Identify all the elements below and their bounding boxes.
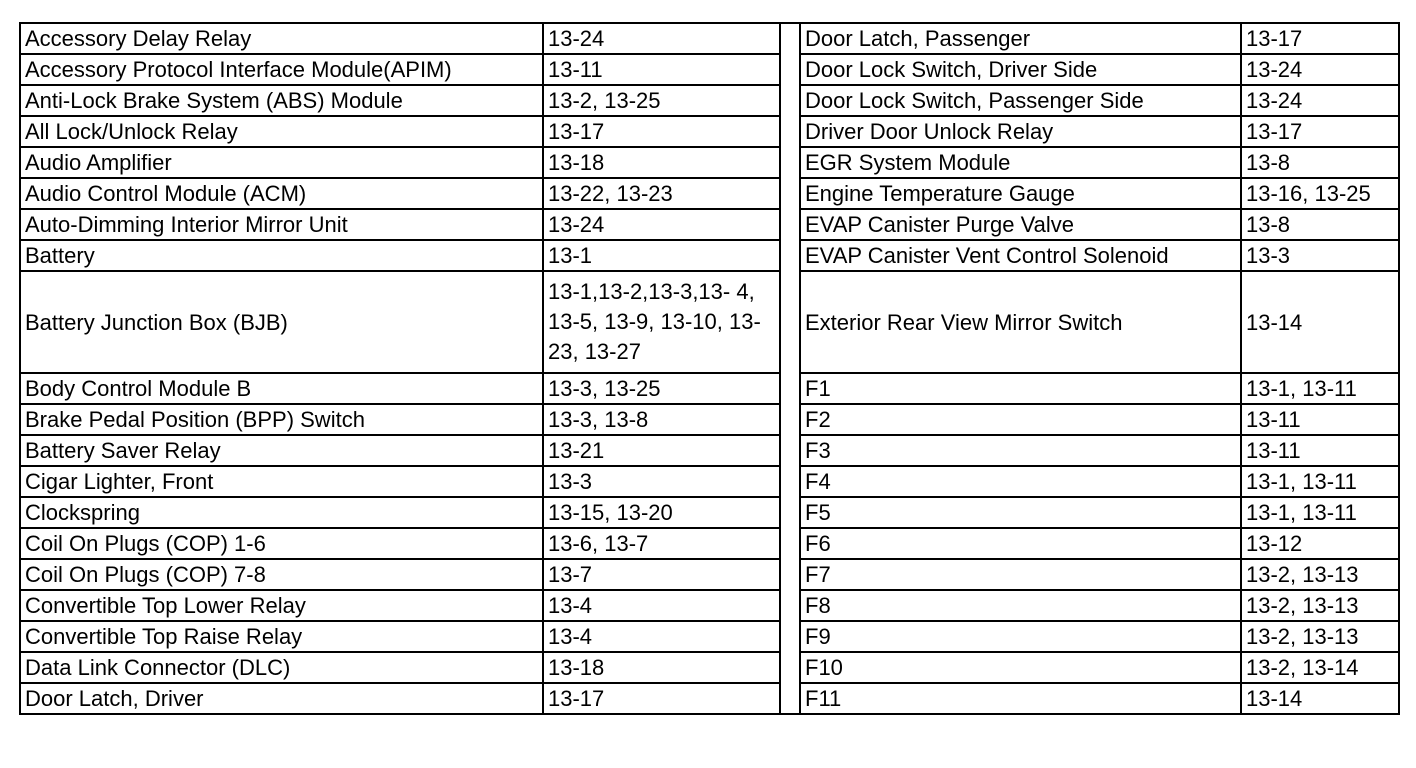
page-ref-right: 13-11 [1241, 404, 1399, 435]
component-name-left: Accessory Delay Relay [20, 23, 543, 54]
page-ref-right: 13-11 [1241, 435, 1399, 466]
column-gap [780, 178, 800, 209]
component-name-left: Audio Control Module (ACM) [20, 178, 543, 209]
page-ref-right: 13-16, 13-25 [1241, 178, 1399, 209]
component-name-right: F4 [800, 466, 1241, 497]
component-name-right: F1 [800, 373, 1241, 404]
table-row [20, 178, 1399, 209]
component-name-left: Body Control Module B [20, 373, 543, 404]
component-name-right: Door Lock Switch, Driver Side [800, 54, 1241, 85]
component-name-left: Accessory Protocol Interface Module(APIM) [20, 54, 543, 85]
table-row [20, 559, 1399, 590]
component-name-left: Coil On Plugs (COP) 1-6 [20, 528, 543, 559]
component-name-right: F6 [800, 528, 1241, 559]
page-ref-right: 13-8 [1241, 209, 1399, 240]
table-row [20, 373, 1399, 404]
column-gap [780, 54, 800, 85]
table-row [20, 404, 1399, 435]
page-ref-left: 13-18 [543, 147, 780, 178]
table-row [20, 23, 1399, 54]
column-gap [780, 559, 800, 590]
page-ref-left: 13-7 [543, 559, 780, 590]
component-name-right: F11 [800, 683, 1241, 714]
table-row [20, 683, 1399, 714]
page-ref-right: 13-2, 13-13 [1241, 590, 1399, 621]
component-name-left: Data Link Connector (DLC) [20, 652, 543, 683]
table-row [20, 528, 1399, 559]
component-name-left: Cigar Lighter, Front [20, 466, 543, 497]
page-ref-left: 13-4 [543, 590, 780, 621]
component-name-left: Anti-Lock Brake System (ABS) Module [20, 85, 543, 116]
component-name-left: Battery Saver Relay [20, 435, 543, 466]
page-ref-right: 13-24 [1241, 85, 1399, 116]
column-gap [780, 240, 800, 271]
component-name-right: Driver Door Unlock Relay [800, 116, 1241, 147]
component-name-right: Engine Temperature Gauge [800, 178, 1241, 209]
page-ref-right: 13-2, 13-13 [1241, 559, 1399, 590]
table-row [20, 240, 1399, 271]
page-ref-right: 13-1, 13-11 [1241, 497, 1399, 528]
component-name-left: Coil On Plugs (COP) 7-8 [20, 559, 543, 590]
page-ref-right: 13-1, 13-11 [1241, 373, 1399, 404]
page-ref-right: 13-14 [1241, 683, 1399, 714]
component-name-right: F5 [800, 497, 1241, 528]
column-gap [780, 466, 800, 497]
table-row [20, 497, 1399, 528]
page-ref-left: 13-17 [543, 683, 780, 714]
page-ref-left: 13-3, 13-25 [543, 373, 780, 404]
page-ref-right: 13-8 [1241, 147, 1399, 178]
column-gap [780, 497, 800, 528]
component-name-left: Clockspring [20, 497, 543, 528]
page-ref-right: 13-3 [1241, 240, 1399, 271]
column-gap [780, 404, 800, 435]
table-row [20, 466, 1399, 497]
page-ref-left: 13-3, 13-8 [543, 404, 780, 435]
page-ref-left: 13-11 [543, 54, 780, 85]
component-name-right: F2 [800, 404, 1241, 435]
component-name-left: Battery Junction Box (BJB) [20, 271, 543, 373]
table-row [20, 85, 1399, 116]
page-ref-right: 13-14 [1241, 271, 1399, 373]
table-row [20, 116, 1399, 147]
table-row [20, 621, 1399, 652]
page-ref-left: 13-15, 13-20 [543, 497, 780, 528]
table-row [20, 209, 1399, 240]
page-ref-left: 13-3 [543, 466, 780, 497]
component-name-left: Brake Pedal Position (BPP) Switch [20, 404, 543, 435]
page-ref-left: 13-17 [543, 116, 780, 147]
page-ref-left: 13-22, 13-23 [543, 178, 780, 209]
component-name-left: Audio Amplifier [20, 147, 543, 178]
component-name-right: Door Lock Switch, Passenger Side [800, 85, 1241, 116]
table-row [20, 652, 1399, 683]
column-gap [780, 209, 800, 240]
page-ref-right: 13-17 [1241, 116, 1399, 147]
component-index-body [20, 23, 1399, 714]
page-ref-right: 13-2, 13-14 [1241, 652, 1399, 683]
component-index-table [19, 22, 1400, 715]
page-ref-right: 13-17 [1241, 23, 1399, 54]
page-ref-left: 13-21 [543, 435, 780, 466]
page-ref-left: 13-6, 13-7 [543, 528, 780, 559]
component-name-left: Door Latch, Driver [20, 683, 543, 714]
page-ref-left: 13-1,13-2,13-3,13- 4, 13-5, 13-9, 13-10, 13-23, 13-27 [543, 271, 780, 373]
component-name-right: EGR System Module [800, 147, 1241, 178]
column-gap [780, 116, 800, 147]
component-name-left: Convertible Top Raise Relay [20, 621, 543, 652]
component-name-right: F10 [800, 652, 1241, 683]
page-ref-right: 13-1, 13-11 [1241, 466, 1399, 497]
column-gap [780, 652, 800, 683]
component-name-right: F3 [800, 435, 1241, 466]
component-name-right: Door Latch, Passenger [800, 23, 1241, 54]
page-ref-left: 13-1 [543, 240, 780, 271]
component-name-left: Convertible Top Lower Relay [20, 590, 543, 621]
table-row [20, 271, 1399, 373]
component-name-right: F7 [800, 559, 1241, 590]
table-row [20, 590, 1399, 621]
column-gap [780, 590, 800, 621]
column-gap [780, 435, 800, 466]
component-name-right: EVAP Canister Vent Control Solenoid [800, 240, 1241, 271]
column-gap [780, 373, 800, 404]
page-ref-right: 13-2, 13-13 [1241, 621, 1399, 652]
page-ref-left: 13-24 [543, 209, 780, 240]
component-name-right: F8 [800, 590, 1241, 621]
component-name-left: Auto-Dimming Interior Mirror Unit [20, 209, 543, 240]
component-name-left: All Lock/Unlock Relay [20, 116, 543, 147]
component-name-left: Battery [20, 240, 543, 271]
page-ref-right: 13-24 [1241, 54, 1399, 85]
page-ref-right: 13-12 [1241, 528, 1399, 559]
component-name-right: F9 [800, 621, 1241, 652]
column-gap [780, 23, 800, 54]
table-row [20, 147, 1399, 178]
column-gap [780, 271, 800, 373]
column-gap [780, 528, 800, 559]
column-gap [780, 683, 800, 714]
component-name-right: EVAP Canister Purge Valve [800, 209, 1241, 240]
page-ref-left: 13-2, 13-25 [543, 85, 780, 116]
column-gap [780, 147, 800, 178]
column-gap [780, 85, 800, 116]
page-ref-left: 13-4 [543, 621, 780, 652]
table-row [20, 435, 1399, 466]
column-gap [780, 621, 800, 652]
page-ref-left: 13-24 [543, 23, 780, 54]
component-name-right: Exterior Rear View Mirror Switch [800, 271, 1241, 373]
table-row [20, 54, 1399, 85]
page-ref-left: 13-18 [543, 652, 780, 683]
